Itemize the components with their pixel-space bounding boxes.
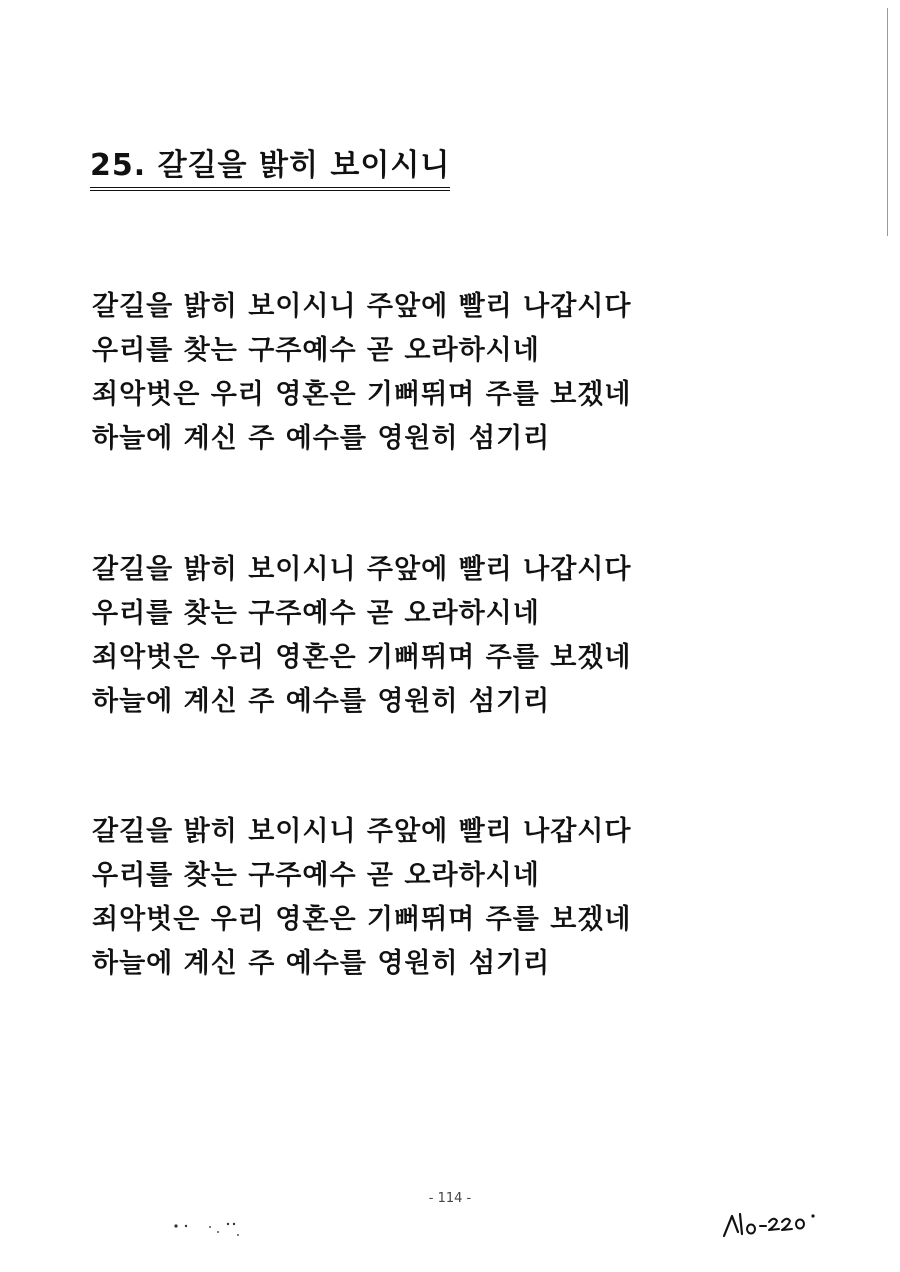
scan-speckle-marks bbox=[172, 1218, 252, 1242]
handwritten-note bbox=[720, 1202, 840, 1242]
verse-line: 갈길을 밝히 보이시니 주앞에 빨리 나갑시다 bbox=[92, 816, 632, 847]
verse-line: 갈길을 밝히 보이시니 주앞에 빨리 나갑시다 bbox=[92, 554, 632, 585]
verse-3 bbox=[92, 810, 631, 986]
verse-line: 갈길을 밝히 보이시니 주앞에 빨리 나갑시다 bbox=[92, 291, 632, 322]
verse-line: 죄악벗은 우리 영혼은 기뻐뛰며 주를 보겠네 bbox=[92, 642, 632, 673]
verse-2 bbox=[92, 548, 631, 724]
title-block bbox=[90, 148, 450, 191]
scan-edge-line bbox=[887, 8, 888, 236]
hymn-title: 25. 갈길을 밝히 보이시니 bbox=[90, 148, 450, 191]
page-number: - 114 - bbox=[428, 1191, 472, 1206]
verse-line: 우리를 찾는 구주예수 곧 오라하시네 bbox=[92, 860, 540, 891]
verse-line: 죄악벗은 우리 영혼은 기뻐뛰며 주를 보겠네 bbox=[92, 379, 632, 410]
verse-line: 우리를 찾는 구주예수 곧 오라하시네 bbox=[92, 598, 540, 629]
verse-line: 하늘에 계신 주 예수를 영원히 섬기리 bbox=[92, 686, 551, 717]
verse-line: 하늘에 계신 주 예수를 영원히 섬기리 bbox=[92, 423, 551, 454]
verse-1 bbox=[92, 285, 631, 461]
verse-line: 하늘에 계신 주 예수를 영원히 섬기리 bbox=[92, 948, 551, 979]
verse-line: 죄악벗은 우리 영혼은 기뻐뛰며 주를 보겠네 bbox=[92, 904, 632, 935]
verse-line: 우리를 찾는 구주예수 곧 오라하시네 bbox=[92, 335, 540, 366]
